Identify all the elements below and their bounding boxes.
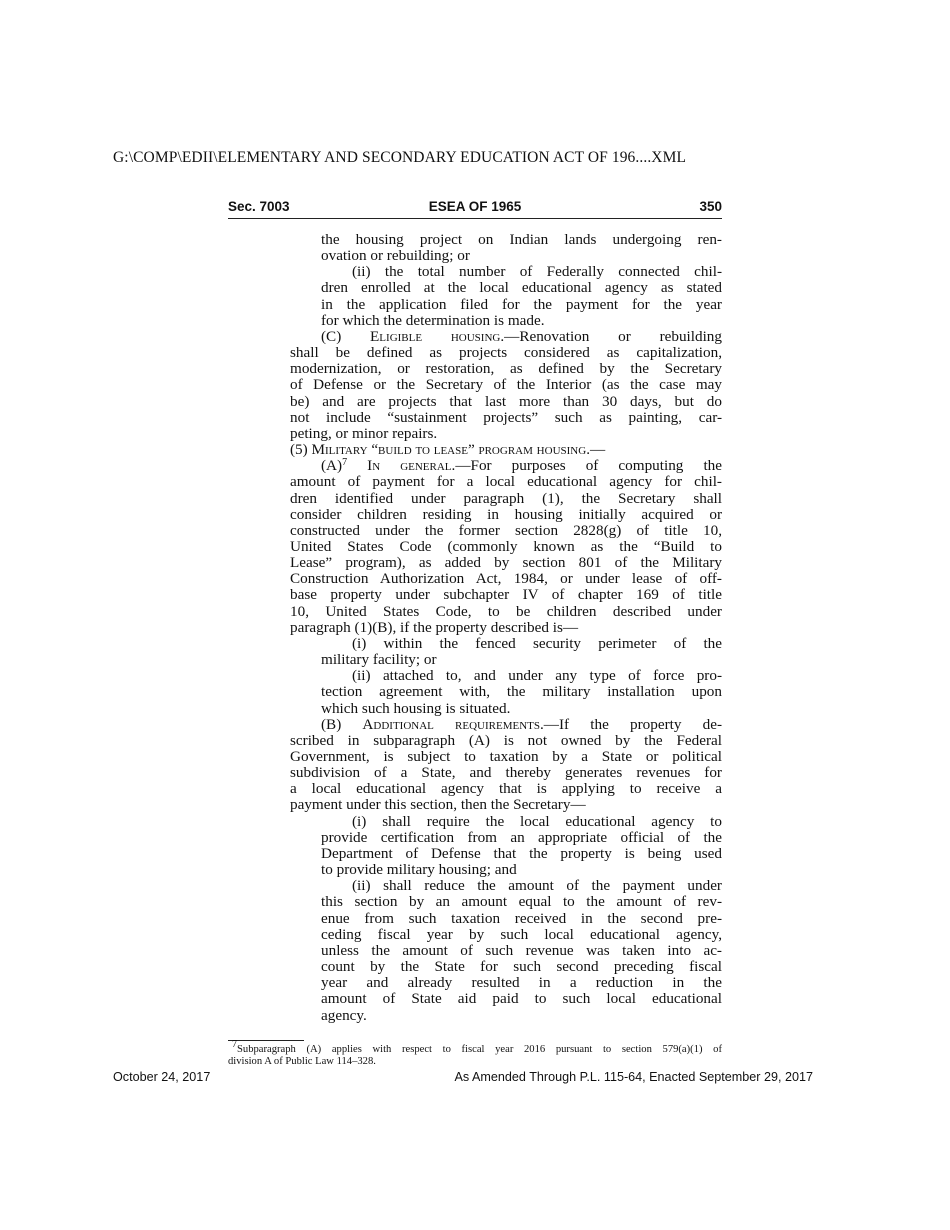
text-line: which such housing is situated. bbox=[321, 699, 511, 717]
text-line: subdivision of a State, and thereby generates revenues for bbox=[290, 764, 722, 782]
text-line: (i) shall require the local educational agency to bbox=[352, 812, 722, 830]
text-line: this section by an amount equal to the amount of rev- bbox=[321, 893, 722, 911]
section-number: Sec. 7003 bbox=[228, 199, 290, 214]
text-line: count by the State for such second preceding fiscal bbox=[321, 958, 722, 976]
text-line: year and already resulted in a reduction in the bbox=[321, 974, 722, 992]
text-line: a local educational agency that is applying to receive a bbox=[290, 780, 722, 798]
text-line: shall be defined as projects considered as capitalization, bbox=[290, 344, 722, 362]
text-line: dren enrolled at the local educational agency as stated bbox=[321, 279, 722, 297]
file-path: G:\COMP\EDII\ELEMENTARY AND SECONDARY EDUCATION ACT OF 196....XML bbox=[113, 149, 687, 166]
text-line: provide certification from an appropriate official of the bbox=[321, 828, 722, 846]
footnote-line: $^7$Subparagraph (A) applies with respect to fiscal year 2016 pursuant to section 579(a)(1) of bbox=[232, 1039, 722, 1055]
text-line: amount of payment for a local educational agency for chil- bbox=[290, 473, 722, 491]
subparagraph-a-heading: $(A)^7$ In general.—For purposes of computing the bbox=[321, 457, 722, 475]
text-line: ceding fiscal year by such local educational agency, bbox=[321, 925, 722, 943]
text-line: 10, United States Code, to be children described under bbox=[290, 602, 722, 620]
text-line: tection agreement with, the military installation upon bbox=[321, 683, 722, 701]
footnote-line: division A of Public Law 114–328. bbox=[228, 1055, 376, 1067]
text-line: not include “sustainment projects” such as painting, car- bbox=[290, 408, 722, 426]
text-line: (ii) the total number of Federally connected chil- bbox=[352, 263, 722, 281]
paragraph-5-heading: (5) Military “build to lease” program housing.— bbox=[290, 441, 606, 459]
text-line: for which the determination is made. bbox=[321, 311, 545, 329]
text-line: of Defense or the Secretary of the Interior (as the case may bbox=[290, 376, 722, 394]
text-line: scribed in subparagraph (A) is not owned by the Federal bbox=[290, 731, 722, 749]
footnote-reference: 7 bbox=[342, 457, 348, 469]
text-line: the housing project on Indian lands undergoing ren- bbox=[321, 231, 722, 248]
footnote-marker: 7 bbox=[232, 1039, 237, 1050]
subparagraph-c-heading: (C) Eligible housing.—Renovation or rebuilding bbox=[321, 327, 722, 345]
text-line: consider children residing in housing initially acquired or bbox=[290, 505, 722, 523]
text-line: unless the amount of such revenue was taken into ac- bbox=[321, 941, 722, 959]
page-number: 350 bbox=[699, 199, 722, 214]
text-line: Lease” program), as added by section 801 of the Military bbox=[290, 554, 722, 572]
text-line: United States Code (commonly known as the “Build to bbox=[290, 537, 722, 555]
amendment-note: As Amended Through P.L. 115-64, Enacted September 29, 2017 bbox=[454, 1070, 813, 1084]
running-head bbox=[228, 198, 722, 219]
text-line: (ii) attached to, and under any type of force pro- bbox=[352, 667, 722, 685]
text-line: payment under this section, then the Secretary— bbox=[290, 796, 586, 814]
text-line: constructed under the former section 2828(g) of title 10, bbox=[290, 521, 722, 539]
text-line: peting, or minor repairs. bbox=[290, 424, 438, 442]
act-title: ESEA OF 1965 bbox=[428, 199, 522, 214]
text-line: base property under subchapter IV of chapter 169 of title bbox=[290, 586, 722, 604]
footnote bbox=[228, 1039, 722, 1067]
text-line: modernization, or restoration, as defined by the Secretary bbox=[290, 360, 722, 378]
subparagraph-b-heading: (B) Additional requirements.—If the property de- bbox=[321, 715, 723, 733]
text-line: ovation or rebuilding; or bbox=[321, 247, 470, 265]
statute-text bbox=[290, 232, 722, 1024]
text-line: Department of Defense that the property is being used bbox=[321, 844, 722, 862]
text-line: (i) within the fenced security perimeter of the bbox=[352, 634, 722, 652]
text-line: amount of State aid paid to such local educational bbox=[321, 990, 722, 1008]
text-line: to provide military housing; and bbox=[321, 861, 517, 879]
text-line: military facility; or bbox=[321, 651, 437, 669]
text-line: agency. bbox=[321, 1006, 367, 1024]
text-line: paragraph (1)(B), if the property described is— bbox=[290, 618, 579, 636]
text-line: dren identified under paragraph (1), the Secretary shall bbox=[290, 489, 722, 507]
text-line: in the application filed for the payment for the year bbox=[321, 295, 722, 313]
footnote-rule bbox=[228, 1040, 304, 1041]
text-line: enue from such taxation received in the second pre- bbox=[321, 909, 722, 927]
print-date: October 24, 2017 bbox=[113, 1070, 211, 1084]
text-line: be) and are projects that last more than 30 days, but do bbox=[290, 392, 722, 410]
text-line: (ii) shall reduce the amount of the payment under bbox=[352, 877, 722, 895]
text-line: Construction Authorization Act, 1984, or under lease of off- bbox=[290, 570, 722, 588]
text-line: Government, is subject to taxation by a State or political bbox=[290, 748, 722, 765]
